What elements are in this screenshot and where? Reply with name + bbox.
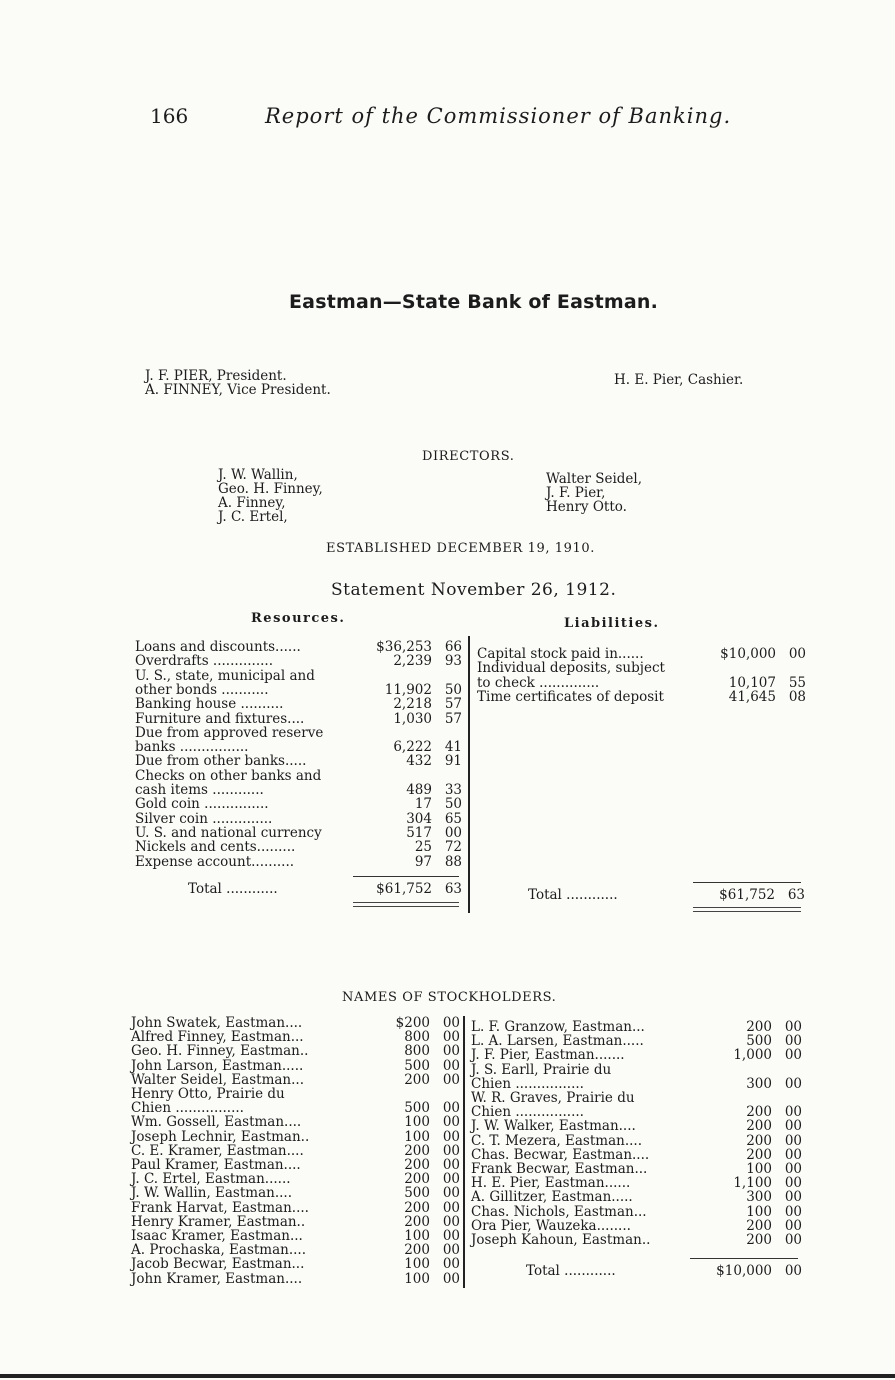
stockholder-cents: 00 bbox=[442, 1128, 460, 1145]
resource-cents: 57 bbox=[444, 696, 462, 713]
resource-cents: 88 bbox=[444, 853, 462, 870]
stockholder-dollars: 200 bbox=[746, 1104, 772, 1121]
resource-dollars: 432 bbox=[406, 753, 432, 770]
liability-label: Individual deposits, subject bbox=[477, 660, 665, 677]
stockholder-dollars: 500 bbox=[404, 1100, 430, 1117]
resource-label: Furniture and fixtures.... bbox=[135, 710, 305, 727]
resource-dollars: 6,222 bbox=[393, 739, 432, 756]
resource-label: other bonds ........... bbox=[135, 681, 269, 698]
resource-cents: 93 bbox=[444, 653, 462, 670]
resources-heading: Resources. bbox=[251, 611, 346, 626]
stockholder-label: Chien ................ bbox=[471, 1075, 584, 1092]
stockholder-dollars: 100 bbox=[404, 1256, 430, 1273]
stockholder-cents: 00 bbox=[442, 1185, 460, 1202]
stockholder-label: John Larson, Eastman..... bbox=[131, 1057, 304, 1074]
resources-total-cents: 63 bbox=[444, 881, 462, 897]
stockholder-cents: 00 bbox=[442, 1157, 460, 1173]
stockholder-dollars: 800 bbox=[404, 1029, 430, 1046]
liability-cents: 08 bbox=[788, 688, 806, 705]
resource-label: cash items ............ bbox=[135, 782, 264, 798]
liability-dollars: 41,645 bbox=[728, 688, 776, 705]
resource-dollars: 2,239 bbox=[393, 653, 432, 670]
resource-dollars: 97 bbox=[414, 853, 432, 870]
stockholder-label: Joseph Lechnir, Eastman.. bbox=[131, 1128, 310, 1145]
stockholder-dollars: 100 bbox=[404, 1270, 430, 1287]
stockholder-dollars: 200 bbox=[404, 1142, 430, 1159]
stockholder-dollars: 200 bbox=[404, 1171, 430, 1188]
stockholder-cents: 00 bbox=[442, 1199, 460, 1216]
stockholder-dollars: 200 bbox=[404, 1242, 430, 1259]
resource-label: Loans and discounts...... bbox=[135, 639, 301, 655]
resource-dollars: 304 bbox=[406, 810, 432, 827]
resource-dollars: 1,030 bbox=[393, 710, 432, 727]
stockholder-cents: 00 bbox=[784, 1033, 802, 1050]
stockholder-label: Alfred Finney, Eastman... bbox=[131, 1029, 304, 1046]
director: J. C. Ertel, bbox=[218, 509, 288, 525]
stockholder-dollars: 1,000 bbox=[733, 1047, 772, 1064]
stockholder-dollars: 200 bbox=[746, 1146, 772, 1163]
resource-label: Overdrafts .............. bbox=[135, 653, 273, 670]
stockholder-cents: 00 bbox=[784, 1175, 802, 1192]
stockholder-dollars: 100 bbox=[404, 1228, 430, 1244]
stockholder-cents: 00 bbox=[784, 1203, 802, 1220]
stockholder-cents: 00 bbox=[784, 1132, 802, 1149]
stockholders-total-label: Total ............ bbox=[526, 1263, 616, 1279]
column-divider bbox=[463, 1016, 465, 1288]
stockholder-label: Chas. Becwar, Eastman.... bbox=[471, 1146, 650, 1163]
stockholder-label: Chien ................ bbox=[471, 1104, 584, 1121]
stockholder-cents: 00 bbox=[784, 1217, 802, 1234]
officer-cashier: H. E. Pier, Cashier. bbox=[614, 372, 744, 388]
resource-label: U. S. and national currency bbox=[135, 824, 322, 841]
stockholder-label: J. W. Walker, Eastman.... bbox=[471, 1118, 636, 1135]
officer-vice-president: A. FINNEY, Vice President. bbox=[145, 382, 331, 398]
stockholder-dollars: 200 bbox=[404, 1157, 430, 1173]
resource-label: Nickels and cents......... bbox=[135, 839, 296, 856]
liabilities-total-label: Total ............ bbox=[528, 887, 618, 903]
stockholders-heading: NAMES OF STOCKHOLDERS. bbox=[342, 990, 557, 1005]
stockholder-cents: 00 bbox=[784, 1118, 802, 1135]
stockholder-cents: 00 bbox=[784, 1019, 802, 1035]
stockholder-cents: 00 bbox=[442, 1142, 460, 1159]
stockholder-dollars: 1,100 bbox=[733, 1175, 772, 1192]
stockholder-dollars: 200 bbox=[746, 1132, 772, 1149]
stockholder-label: L. F. Granzow, Eastman... bbox=[471, 1019, 645, 1035]
stockholder-dollars: 800 bbox=[404, 1043, 430, 1060]
stockholder-cents: 00 bbox=[784, 1161, 802, 1177]
liabilities-heading: Liabilities. bbox=[564, 616, 660, 631]
resource-dollars: 489 bbox=[406, 782, 432, 798]
stockholder-cents: 00 bbox=[442, 1171, 460, 1188]
stockholder-cents: 00 bbox=[442, 1029, 460, 1046]
stockholder-dollars: 100 bbox=[746, 1203, 772, 1220]
stockholders-total-dollars: $10,000 bbox=[716, 1263, 772, 1279]
sum-rule bbox=[353, 876, 459, 877]
stockholder-dollars: 200 bbox=[746, 1232, 772, 1248]
stockholder-cents: 00 bbox=[442, 1213, 460, 1230]
stockholder-cents: 00 bbox=[442, 1242, 460, 1259]
liability-dollars: 10,107 bbox=[728, 674, 776, 691]
stockholder-dollars: 500 bbox=[404, 1185, 430, 1202]
liability-cents: 00 bbox=[788, 646, 806, 662]
stockholder-label: Ora Pier, Wauzeka........ bbox=[471, 1217, 631, 1234]
stockholder-label: Chas. Nichols, Eastman... bbox=[471, 1203, 647, 1220]
resource-label: Due from approved reserve bbox=[135, 724, 324, 741]
stockholder-label: Frank Becwar, Eastman... bbox=[471, 1161, 648, 1177]
stockholder-label: Chien ................ bbox=[131, 1100, 244, 1117]
stockholder-dollars: 300 bbox=[746, 1189, 772, 1206]
stockholder-cents: 00 bbox=[784, 1189, 802, 1206]
sum-rule bbox=[690, 1258, 798, 1259]
stockholder-label: Jacob Becwar, Eastman... bbox=[131, 1256, 305, 1273]
directors-heading: DIRECTORS. bbox=[422, 449, 515, 464]
stockholder-label: Geo. H. Finney, Eastman.. bbox=[131, 1043, 309, 1060]
stockholder-label: Frank Harvat, Eastman.... bbox=[131, 1199, 309, 1216]
stockholder-label: C. T. Mezera, Eastman.... bbox=[471, 1132, 642, 1149]
stockholder-label: John Kramer, Eastman.... bbox=[131, 1270, 303, 1287]
liabilities-total-dollars: $61,752 bbox=[719, 887, 775, 903]
officer-president: J. F. PIER, President. bbox=[145, 368, 287, 384]
stockholder-cents: 00 bbox=[442, 1015, 460, 1031]
director: Walter Seidel, bbox=[546, 471, 643, 487]
director: A. Finney, bbox=[218, 495, 286, 511]
liability-label: Time certificates of deposit bbox=[477, 688, 664, 705]
established-date: ESTABLISHED DECEMBER 19, 1910. bbox=[326, 541, 595, 556]
column-divider bbox=[468, 636, 470, 913]
stockholder-label: Isaac Kramer, Eastman... bbox=[131, 1228, 303, 1244]
stockholder-label: Wm. Gossell, Eastman.... bbox=[131, 1114, 302, 1131]
stockholder-label: Paul Kramer, Eastman.... bbox=[131, 1157, 301, 1173]
stockholder-cents: 00 bbox=[442, 1057, 460, 1074]
liability-dollars: $10,000 bbox=[720, 646, 776, 662]
stockholder-dollars: 100 bbox=[404, 1128, 430, 1145]
liability-cents: 55 bbox=[788, 674, 806, 691]
stockholder-label: J. W. Wallin, Eastman.... bbox=[131, 1185, 292, 1202]
resource-cents: 91 bbox=[444, 753, 462, 770]
stockholder-cents: 00 bbox=[442, 1043, 460, 1060]
stockholder-label: L. A. Larsen, Eastman..... bbox=[471, 1033, 644, 1050]
liability-label: Capital stock paid in...... bbox=[477, 646, 644, 662]
stockholder-cents: 00 bbox=[442, 1071, 460, 1088]
stockholder-cents: 00 bbox=[442, 1100, 460, 1117]
stockholder-label: C. E. Kramer, Eastman.... bbox=[131, 1142, 304, 1159]
resource-dollars: 517 bbox=[406, 824, 432, 841]
resource-label: U. S., state, municipal and bbox=[135, 667, 315, 684]
stockholder-label: A. Prochaska, Eastman.... bbox=[131, 1242, 307, 1259]
stockholder-dollars: 300 bbox=[746, 1075, 772, 1092]
stockholder-label: J. F. Pier, Eastman....... bbox=[471, 1047, 625, 1064]
stockholder-label: John Swatek, Eastman.... bbox=[131, 1015, 303, 1031]
stockholder-cents: 00 bbox=[784, 1104, 802, 1121]
stockholder-cents: 00 bbox=[784, 1047, 802, 1064]
stockholder-dollars: 500 bbox=[404, 1057, 430, 1074]
stockholder-cents: 00 bbox=[442, 1114, 460, 1131]
stockholder-cents: 00 bbox=[784, 1146, 802, 1163]
page-edge bbox=[0, 1374, 895, 1378]
resource-label: Checks on other banks and bbox=[135, 767, 322, 784]
stockholders-total-cents: 00 bbox=[784, 1263, 802, 1279]
stockholder-dollars: 200 bbox=[404, 1071, 430, 1088]
total-double-rule bbox=[693, 907, 801, 912]
resource-cents: 50 bbox=[444, 681, 462, 698]
stockholder-dollars: 200 bbox=[404, 1213, 430, 1230]
stockholder-dollars: 500 bbox=[746, 1033, 772, 1050]
resource-label: banks ................ bbox=[135, 739, 249, 756]
stockholder-label: H. E. Pier, Eastman...... bbox=[471, 1175, 631, 1192]
resource-cents: 41 bbox=[444, 739, 462, 756]
resource-cents: 66 bbox=[444, 639, 462, 655]
resource-dollars: 11,902 bbox=[384, 681, 432, 698]
resource-dollars: 17 bbox=[414, 796, 432, 813]
resource-cents: 50 bbox=[444, 796, 462, 813]
stockholder-cents: 00 bbox=[784, 1232, 802, 1248]
resource-cents: 57 bbox=[444, 710, 462, 727]
stockholder-dollars: 200 bbox=[746, 1019, 772, 1035]
resource-cents: 33 bbox=[444, 782, 462, 798]
resource-label: Banking house .......... bbox=[135, 696, 284, 713]
resource-cents: 00 bbox=[444, 824, 462, 841]
stockholder-cents: 00 bbox=[442, 1228, 460, 1244]
stockholder-label: J. S. Earll, Prairie du bbox=[471, 1061, 612, 1078]
stockholder-cents: 00 bbox=[784, 1075, 802, 1092]
resources-total-dollars: $61,752 bbox=[376, 881, 432, 897]
stockholder-dollars: $200 bbox=[395, 1015, 430, 1031]
resources-total-label: Total ............ bbox=[188, 881, 278, 897]
stockholder-dollars: 200 bbox=[746, 1217, 772, 1234]
page-number: 166 bbox=[150, 104, 189, 128]
stockholder-dollars: 200 bbox=[746, 1118, 772, 1135]
resource-cents: 65 bbox=[444, 810, 462, 827]
stockholder-dollars: 200 bbox=[404, 1199, 430, 1216]
liabilities-total-cents: 63 bbox=[787, 887, 805, 903]
stockholder-cents: 00 bbox=[442, 1270, 460, 1287]
stockholder-label: Henry Otto, Prairie du bbox=[131, 1086, 285, 1102]
stockholder-label: Henry Kramer, Eastman.. bbox=[131, 1213, 306, 1230]
stockholder-dollars: 100 bbox=[404, 1114, 430, 1131]
resource-cents: 72 bbox=[444, 839, 462, 856]
liability-label: to check .............. bbox=[477, 674, 600, 691]
stockholder-label: W. R. Graves, Prairie du bbox=[471, 1090, 635, 1106]
stockholder-label: A. Gillitzer, Eastman..... bbox=[471, 1189, 633, 1206]
sum-rule bbox=[693, 882, 801, 883]
resource-dollars: $36,253 bbox=[376, 639, 432, 655]
resource-label: Gold coin ............... bbox=[135, 796, 269, 813]
stockholder-label: Joseph Kahoun, Eastman.. bbox=[471, 1232, 651, 1248]
bank-title: Eastman—State Bank of Eastman. bbox=[289, 291, 659, 313]
stockholder-label: J. C. Ertel, Eastman...... bbox=[131, 1171, 291, 1188]
director: J. F. Pier, bbox=[546, 485, 606, 501]
resource-label: Due from other banks..... bbox=[135, 753, 307, 770]
director: Henry Otto. bbox=[546, 499, 627, 515]
running-title: Report of the Commissioner of Banking. bbox=[265, 104, 732, 128]
director: Geo. H. Finney, bbox=[218, 481, 323, 497]
director: J. W. Wallin, bbox=[218, 467, 298, 483]
resource-label: Expense account.......... bbox=[135, 853, 295, 870]
total-double-rule bbox=[353, 902, 459, 907]
resource-dollars: 25 bbox=[414, 839, 432, 856]
resource-dollars: 2,218 bbox=[393, 696, 432, 713]
stockholder-label: Walter Seidel, Eastman... bbox=[131, 1071, 304, 1088]
stockholder-dollars: 100 bbox=[746, 1161, 772, 1177]
statement-title: Statement November 26, 1912. bbox=[331, 580, 617, 600]
stockholder-cents: 00 bbox=[442, 1256, 460, 1273]
resource-label: Silver coin .............. bbox=[135, 810, 273, 827]
